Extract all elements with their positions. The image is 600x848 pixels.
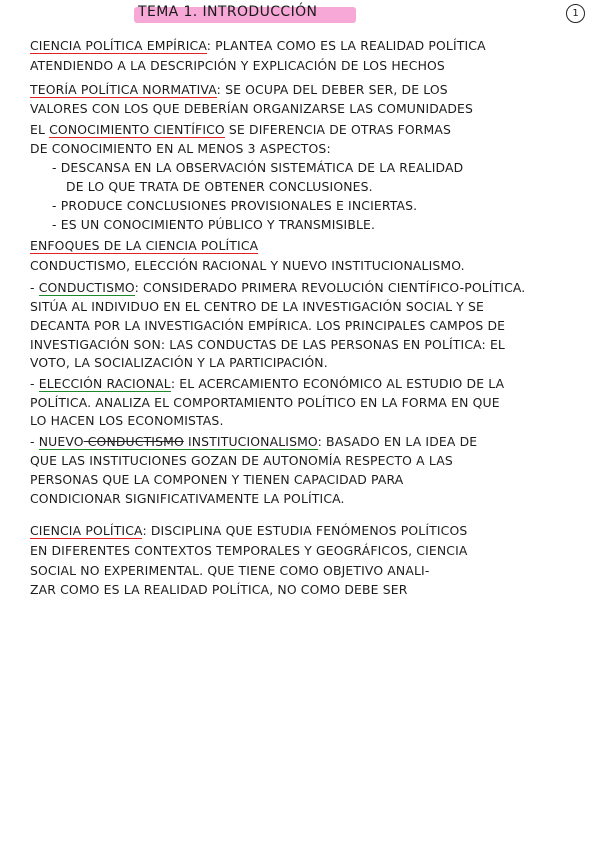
line-12: CONDUCTISMO, ELECCIÓN RACIONAL Y NUEVO INSTITUCIONALISMO. [30, 258, 465, 273]
term-ciencia-politica: CIENCIA POLÍTICA [30, 523, 143, 538]
line-23: PERSONAS QUE LA COMPONEN Y TIENEN CAPACIDAD PARA [30, 472, 404, 487]
line-24: CONDICIONAR SIGNIFICATIVAMENTE LA POLÍTICA. [30, 491, 345, 506]
line-25-text: : DISCIPLINA QUE ESTUDIA FENÓMENOS POLÍTICOS [142, 523, 468, 538]
line-28: ZAR COMO ES LA REALIDAD POLÍTICA, NO COMO DEBE SER [30, 582, 408, 597]
dash: - [30, 280, 39, 295]
line-3 [30, 82, 448, 98]
line-18 [30, 376, 504, 392]
term-institucionalismo: INSTITUCIONALISMO [183, 434, 318, 449]
line-1-text: : PLANTEA COMO ES LA REALIDAD POLÍTICA [206, 38, 486, 53]
line-20: LO HACEN LOS ECONOMISTAS. [30, 413, 224, 428]
section-heading-enfoques [30, 238, 258, 254]
line-27: SOCIAL NO EXPERIMENTAL. QUE TIENE COMO OBJETIVO ANALI- [30, 563, 430, 578]
line-13-text: : CONSIDERADO PRIMERA REVOLUCIÓN CIENTÍFICO-POLÍTICA. [134, 280, 526, 295]
page-number: 1 [566, 4, 585, 23]
line-2: ATENDIENDO A LA DESCRIPCIÓN Y EXPLICACIÓN DE LOS HECHOS [30, 58, 445, 73]
line-1 [30, 38, 486, 54]
dash: - [30, 376, 39, 391]
bullet-3: - ES UN CONOCIMIENTO PÚBLICO Y TRANSMISIBLE. [52, 217, 376, 232]
dash: - [30, 434, 39, 449]
line-8: DE LO QUE TRATA DE OBTENER CONCLUSIONES. [66, 179, 373, 194]
line-13 [30, 280, 525, 296]
page-title: TEMA 1. INTRODUCCIÓN [138, 4, 318, 20]
line-18-text: : EL ACERCAMIENTO ECONÓMICO AL ESTUDIO DE LA [170, 376, 505, 391]
line-5-end: SE DIFERENCIA DE OTRAS FORMAS [224, 122, 452, 137]
line-6: DE CONOCIMIENTO EN AL MENOS 3 ASPECTOS: [30, 141, 331, 156]
line-21 [30, 434, 477, 450]
line-3-text: : SE OCUPA DEL DEBER SER, DE LOS [216, 82, 448, 97]
line-26: EN DIFERENTES CONTEXTOS TEMPORALES Y GEOGRÁFICOS, CIENCIA [30, 543, 468, 558]
line-15: DECANTA POR LA INVESTIGACIÓN EMPÍRICA. LOS PRINCIPALES CAMPOS DE [30, 318, 506, 333]
title-block [138, 4, 317, 20]
line-19: POLÍTICA. ANALIZA EL COMPORTAMIENTO POLÍTICO EN LA FORMA EN QUE [30, 395, 500, 410]
line-16: INVESTIGACIÓN SON: LAS CONDUCTAS DE LAS PERSONAS EN POLÍTICA: EL [30, 337, 505, 352]
term-conocimiento-cientifico: CONOCIMIENTO CIENTÍFICO [49, 122, 225, 137]
term-teoria-politica-normativa: TEORÍA POLÍTICA NORMATIVA [30, 82, 217, 97]
heading-enfoques-text: ENFOQUES DE LA CIENCIA POLÍTICA [30, 238, 259, 253]
bullet-2: - PRODUCE CONCLUSIONES PROVISIONALES E INCIERTAS. [52, 198, 418, 213]
term-ciencia-politica-empirica: CIENCIA POLÍTICA EMPÍRICA [30, 38, 207, 53]
term-conductismo: CONDUCTISMO [38, 280, 135, 295]
line-5 [30, 122, 451, 138]
bullet-1: - DESCANSA EN LA OBSERVACIÓN SISTEMÁTICA DE LA REALIDAD [52, 160, 464, 175]
line-4: VALORES CON LOS QUE DEBERÍAN ORGANIZARSE LAS COMUNIDADES [30, 101, 474, 116]
line-17: VOTO, LA SOCIALIZACIÓN Y LA PARTICIPACIÓN. [30, 355, 328, 370]
term-nuevo: NUEVO [38, 434, 84, 449]
line-5-start: EL [30, 122, 50, 137]
line-25 [30, 523, 467, 539]
line-21-text: : BASADO EN LA IDEA DE [317, 434, 478, 449]
line-22: QUE LAS INSTITUCIONES GOZAN DE AUTONOMÍA RESPECTO A LAS [30, 453, 453, 468]
term-eleccion-racional: ELECCIÓN RACIONAL [38, 376, 171, 391]
crossed-out-conductismo: CONDUCTISMO [83, 434, 184, 449]
line-14: SITÚA AL INDIVIDUO EN EL CENTRO DE LA INVESTIGACIÓN SOCIAL Y SE [30, 299, 485, 314]
